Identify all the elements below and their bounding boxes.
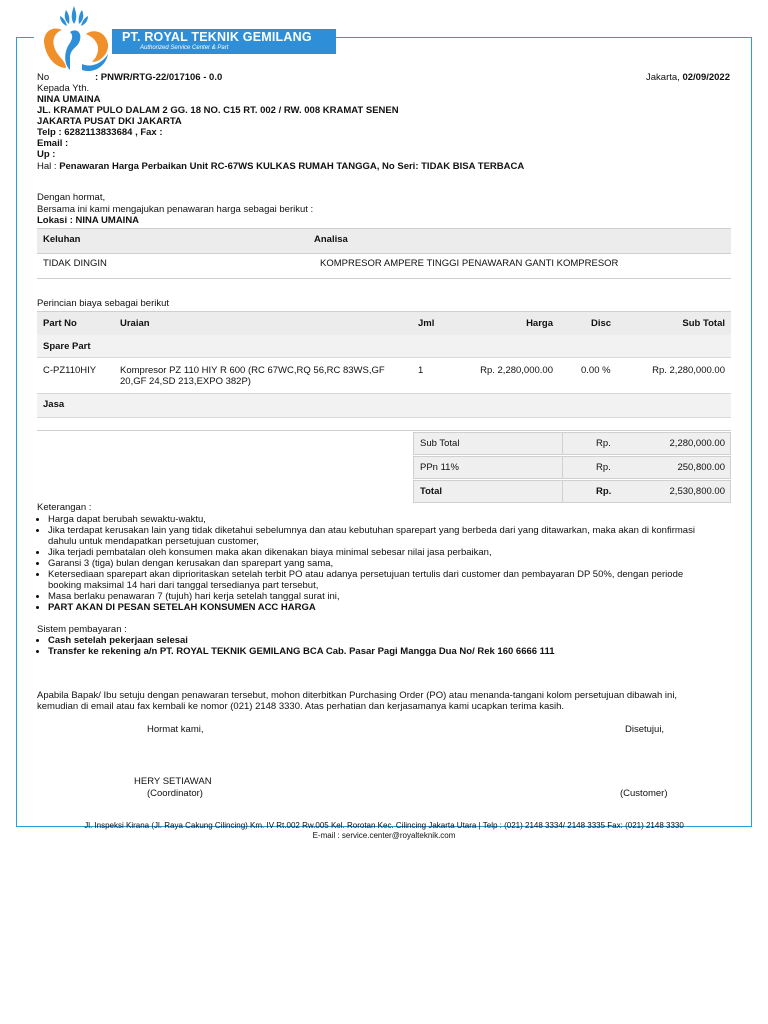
cost-title: Perincian biaya sebagai berikut [37, 298, 170, 309]
jasa-row [37, 393, 731, 418]
signer-role: (Coordinator) [147, 788, 203, 799]
note-item: • Ketersediaan sparepart akan diprioritaskan setelah terbit PO atau adanya persetujuan tertulis dari customer dan pembayaran DP 50%, dengan periode [48, 569, 695, 580]
note-item: • Jika terjadi pembatalan oleh konsumen maka akan dikenakan biaya minimal sebesar nilai jasa perbaikan, [48, 547, 695, 558]
summary-total-label: Total [420, 486, 442, 497]
notes-list [32, 514, 695, 613]
col-keluhan: Keluhan [43, 234, 81, 245]
summary-subtotal-label: Sub Total [420, 438, 460, 449]
lokasi: Lokasi : NINA UMAINA [37, 215, 140, 226]
closing-line-2: kemudian di email atau fax kembali ke nomor (021) 2148 3330. Atas perhatian dan kerjasamanya kami ucapkan terima kasih. [37, 701, 565, 712]
footer-email: E-mail : service.center@royalteknik.com [312, 831, 456, 840]
recipient-up: Up : [37, 149, 56, 160]
summary-total-cur: Rp. [596, 486, 612, 497]
doc-city: Jakarta, [646, 72, 683, 83]
note-item: • Harga dapat berubah sewaktu-waktu, [48, 514, 695, 525]
doc-number-row [37, 72, 223, 83]
recipient-address-2: JAKARTA PUSAT DKI JAKARTA [37, 116, 182, 127]
company-name: PT. ROYAL TEKNIK GEMILANG [122, 30, 312, 44]
footer-address: Jl. Inspeksi Kirana (Jl. Raya Cakung Cilincing) Km. IV Rt.002 Rw.005 Kel. Rorotan Kec. Cilincing Jakarta Utara | Telp : (021) 2148 3334/ 2148 3335 Fax: (021) 2148 3330 [84, 821, 684, 830]
item-part-no: C-PZ110HIY [43, 365, 97, 376]
summary-ppn-value: 250,800.00 [677, 462, 725, 473]
item-uraian-1: Kompresor PZ 110 HIY R 600 (RC 67WC,RQ 56,RC 83WS,GF [120, 365, 385, 376]
hormat-kami: Hormat kami, [147, 724, 204, 735]
col-analisa: Analisa [314, 234, 348, 245]
summary-subtotal-cur: Rp. [596, 438, 611, 449]
doc-number-value: : PNWR/RTG-22/017106 - 0.0 [95, 72, 223, 83]
company-tagline: Authorized Service Center & Part [140, 45, 229, 51]
recipient-address-1: JL. KRAMAT PULO DALAM 2 GG. 18 NO. C15 RT. 002 / RW. 008 KRAMAT SENEN [37, 105, 399, 116]
kepada-yth: Kepada Yth. [37, 83, 90, 94]
summary-subtotal-value: 2,280,000.00 [669, 438, 725, 449]
jasa-label: Jasa [43, 399, 65, 410]
note-item-continued: dahulu untuk mendapatkan persetujuan customer, [48, 536, 259, 547]
col-sub-total: Sub Total [682, 318, 725, 329]
note-item: • Garansi 3 (tiga) bulan dengan kerusakan dan sparepart yang sama, [48, 558, 695, 569]
doc-date [646, 72, 730, 83]
diagnosis-divider [37, 278, 731, 279]
payment-title: Sistem pembayaran : [37, 624, 127, 635]
analisa-value: KOMPRESOR AMPERE TINGGI PENAWARAN GANTI KOMPRESOR [320, 258, 619, 269]
summary-ppn-cur: Rp. [596, 462, 611, 473]
summary-ppn-label: PPn 11% [420, 462, 459, 473]
col-uraian: Uraian [120, 318, 150, 329]
payment-item: • Cash setelah pekerjaan selesai [48, 635, 555, 646]
note-item: • Masa berlaku penawaran 7 (tujuh) hari kerja setelah tanggal surat ini, [48, 591, 695, 602]
subject-row [37, 161, 524, 172]
spare-part-label: Spare Part [43, 341, 91, 352]
col-disc: Disc [591, 318, 612, 329]
greeting: Dengan hormat, [37, 192, 106, 203]
item-disc: 0.00 % [581, 365, 611, 376]
payment-item: • Transfer ke rekening a/n PT. ROYAL TEKNIK GEMILANG BCA Cab. Pasar Pagi Mangga Dua No/ Rek 160 6666 111 [48, 646, 555, 657]
summary-total [413, 480, 731, 503]
doc-number-label: No [37, 72, 50, 83]
note-item: • Jika terdapat kerusakan lain yang tidak diketahui sebelumnya dan atau kebutuhan sparepart yang berbeda dari yang ditawarkan, maka akan di konfirmasi [48, 525, 695, 536]
note-item: • PART AKAN DI PESAN SETELAH KONSUMEN ACC HARGA [48, 602, 695, 613]
disetujui: Disetujui, [625, 724, 665, 735]
item-uraian-2: 20,GF 24,SD 213,EXPO 382P) [120, 376, 251, 387]
closing-line-1: Apabila Bapak/ Ibu setuju dengan penawaran tersebut, mohon diterbitkan Purchasing Order (PO) atau menanda-tangani kolom persetujuan dibawah ini, [37, 690, 678, 701]
recipient-telp: Telp : 6282113833684 , Fax : [37, 127, 163, 138]
diagnosis-header [37, 228, 731, 254]
doc-date-value: 02/09/2022 [682, 72, 730, 83]
subject-value: Penawaran Harga Perbaikan Unit RC-67WS KULKAS RUMAH TANGGA, No Seri: TIDAK BISA TERBACA [59, 161, 525, 172]
summary-total-value: 2,530,800.00 [669, 486, 725, 497]
signer-name: HERY SETIAWAN [134, 776, 212, 787]
notes-title: Keterangan : [37, 502, 92, 513]
col-harga: Harga [526, 318, 553, 329]
logo-emblem-icon [36, 2, 120, 76]
item-harga: Rp. 2,280,000.00 [480, 365, 553, 376]
company-logo [34, 2, 314, 76]
summary-divider [37, 430, 731, 431]
col-part-no: Part No [43, 318, 77, 329]
note-item-continued: booking maksimal 14 hari dari tanggal tersedianya part tersebut, [48, 580, 319, 591]
summary-subtotal [413, 432, 731, 455]
spare-part-row [37, 335, 731, 358]
intro-text: Bersama ini kami mengajukan penawaran harga sebagai berikut : [37, 204, 314, 215]
recipient-name: NINA UMAINA [37, 94, 101, 105]
item-sub-total: Rp. 2,280,000.00 [652, 365, 725, 376]
item-jml: 1 [418, 365, 424, 376]
subject-label: Hal : [37, 161, 60, 172]
summary-ppn [413, 456, 731, 479]
customer-label: (Customer) [620, 788, 668, 799]
recipient-email: Email : [37, 138, 69, 149]
keluhan-value: TIDAK DINGIN [43, 258, 107, 269]
payment-list [32, 635, 555, 657]
col-jml: Jml [418, 318, 435, 329]
